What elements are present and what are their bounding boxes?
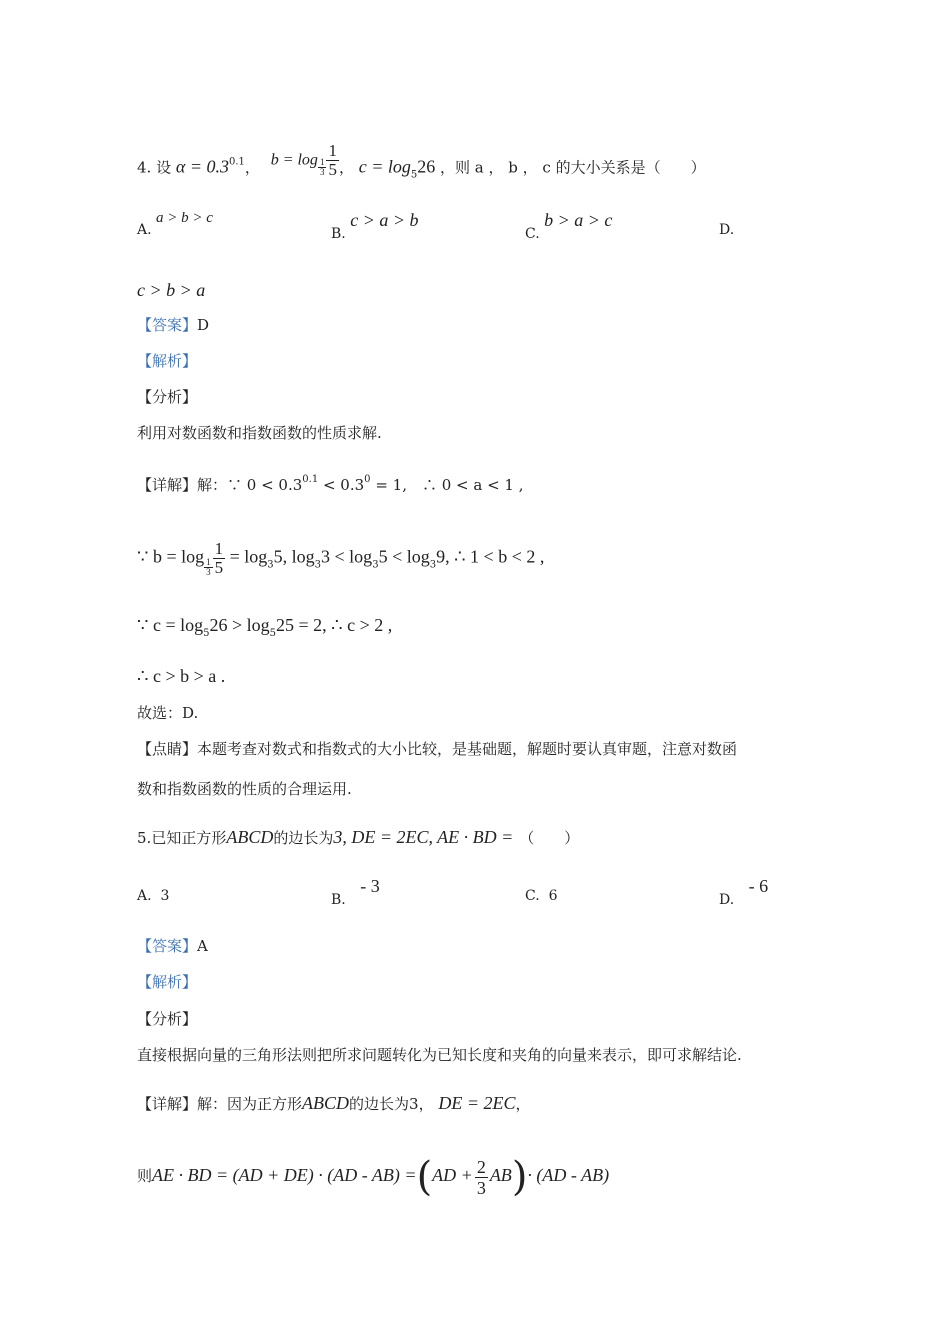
q5-option-d[interactable]: D. - 6 (719, 876, 769, 908)
q4-c-expr: c = log (358, 156, 411, 177)
q4-option-d[interactable]: D. (719, 222, 735, 238)
q5-condition: 3, DE = 2EC, AE · BD = (333, 827, 514, 847)
q4-stem: 4. 设 $\alpha = 0.3^{0.1}$， b = log $\frac{1}{3}$ $\frac{1}{5}$ ， $c = \log_526$ ，则 a ， b ， c 的大小关系是（ ） (137, 141, 706, 181)
q5-analysis-tag: 【解析】 (137, 973, 198, 991)
q4-b-expr: b = log (270, 151, 318, 169)
q4-option-b[interactable]: B. c > a > b (331, 210, 419, 242)
q4-option-d-expr: c > b > a (137, 280, 206, 300)
q5-stem: 5.已知正方形ABCD的边长为3, DE = 2EC, AE · BD = （ ） (137, 827, 580, 847)
q4-option-c[interactable]: C. b > a > c (525, 210, 613, 242)
q5-option-a[interactable]: A. 3 (137, 888, 170, 904)
q4-guxuan: 故选：D. (137, 704, 199, 722)
q4-detail-4: ∴ c > b > a . (137, 666, 226, 686)
left-paren: ( (416, 1154, 433, 1200)
q5-option-c[interactable]: C. 6 (525, 888, 558, 904)
q4-answer: 【答案】D (137, 316, 210, 334)
q4-alpha-expr: α = 0.3 (175, 156, 229, 177)
q4-dianjing-2: 数和指数函数的性质的合理运用. (137, 780, 352, 798)
q5-detail-1: 【详解】解：因为正方形ABCD的边长为3， DE = 2EC， (137, 1093, 531, 1113)
q5-detail-2: 则AE · BD = (AD + DE) · (AD - AB) =(AD + $\frac{2}{3}$ AB)· (AD - AB) (137, 1154, 610, 1200)
q5-fenxi-tag: 【分析】 (137, 1010, 198, 1028)
right-paren: ) (511, 1154, 528, 1200)
q4-number: 4. (137, 158, 152, 177)
q4-detail-3: ∵ $c = \log_526 > \log_525 = 2$, ∴ c > 2 , (137, 615, 393, 639)
q5-fenxi-text: 直接根据向量的三角形法则把所求问题转化为已知长度和夹角的向量来表示，即可求解结论. (137, 1046, 742, 1064)
q5-number: 5. (137, 829, 152, 847)
q4-analysis-tag: 【解析】 (137, 352, 198, 370)
q5-answer: 【答案】A (137, 937, 208, 955)
q4-fenxi-tag: 【分析】 (137, 388, 198, 406)
q5-option-b[interactable]: B. - 3 (331, 876, 380, 908)
q4-fenxi-text: 利用对数函数和指数函数的性质求解. (137, 424, 382, 442)
q4-option-a[interactable]: A. a > b > c (137, 210, 213, 238)
q4-dianjing-1: 【点睛】本题考查对数式和指数式的大小比较，是基础题，解题时要认真审题，注意对数函 (137, 740, 738, 758)
q4-detail-2: ∵ b = log $\frac{1}{3}$ $\frac{1}{5}$ = $\log_35$, $\log_33 < \log_35 < \log_39$, ∴ 1 < b < 2 , (137, 539, 545, 577)
q4-detail-1: 【详解】解：∵ $0 < 0.3^{0.1} < 0.3^0 = 1$, ∴ 0 < a < 1 , (137, 474, 524, 494)
